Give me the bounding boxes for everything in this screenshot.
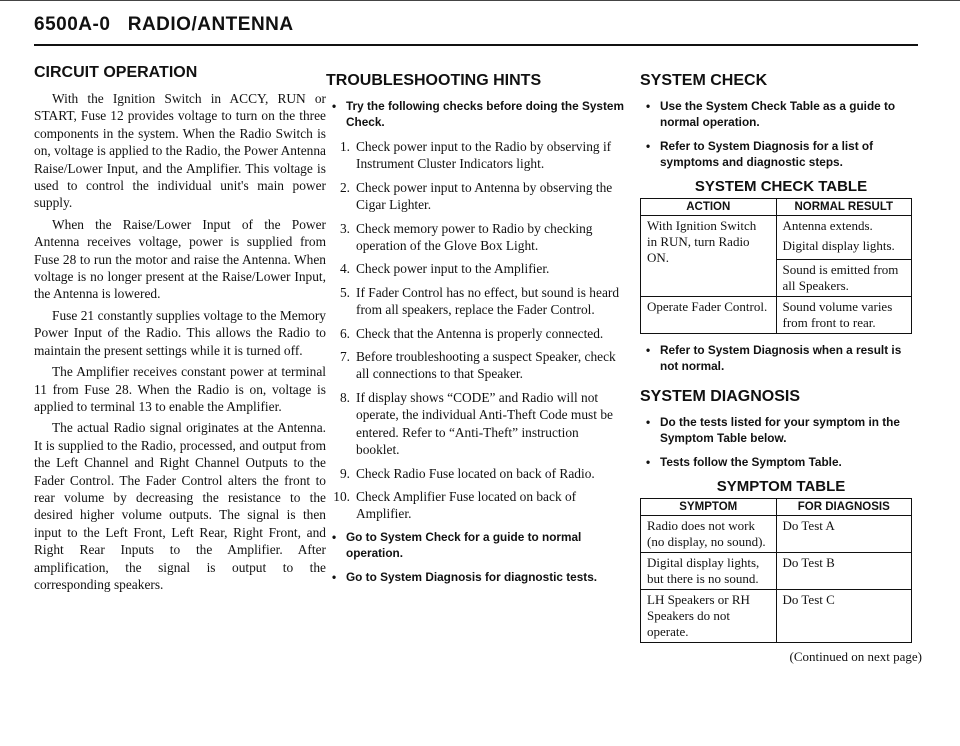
result-cell: Sound volume varies from front to rear. xyxy=(776,297,912,334)
page-title: 6500A-0 RADIO/ANTENNA xyxy=(34,14,294,35)
circuit-paragraph: With the Ignition Switch in ACCY, RUN or START, Fuse 12 provides voltage to turn on the three components in the system. When the Radio Switch is on, voltage is applied to the Radio, the Power Antenna Raise/Lower Input, and the Amplifier. This voltage is used to control the individual unit's main power supply. xyxy=(34,91,326,211)
step-text: Check memory power to Radio by checking operation of the Glove Box Light. xyxy=(356,220,593,254)
troubleshooting-heading: TROUBLESHOOTING HINTS xyxy=(326,72,542,89)
step-text: Check power input to Antenna by observing the Cigar Lighter. xyxy=(356,179,613,213)
troubleshooting-bullet: • Go to System Diagnosis for diagnostic tests. xyxy=(326,569,624,585)
table-row xyxy=(641,553,912,590)
step-text: Before troubleshooting a suspect Speaker, check all connections to that Speaker. xyxy=(356,349,616,382)
diagnosis-cell: Do Test B xyxy=(776,553,912,590)
symptom-cell: LH Speakers or RH Speakers do not operate. xyxy=(641,590,777,643)
result-line: Digital display lights. xyxy=(782,238,895,253)
circuit-paragraph: When the Raise/Lower Input of the Power Antenna receives voltage, power is supplied from Fuse 28 to run the motor and raise the Antenna. When voltage is no longer present at the Raise/Lower Input, the Antenna is lowered. xyxy=(34,216,326,302)
step-number: 3. xyxy=(339,220,350,236)
system-check-table-title: SYSTEM CHECK TABLE xyxy=(694,178,868,195)
step-number: 9. xyxy=(339,465,350,481)
troubleshooting-step xyxy=(326,138,624,173)
step-text: Check power input to the Radio by observing if Instrument Cluster Indicators light. xyxy=(356,139,612,172)
troubleshooting-step xyxy=(326,348,624,383)
symptom-table-title: SYMPTOM TABLE xyxy=(716,478,846,495)
table-header-row xyxy=(641,199,912,216)
step-text: Check Amplifier Fuse located on back of Amplifier. xyxy=(356,488,577,522)
step-number: 8. xyxy=(339,389,350,405)
continued-note: (Continued on next page) xyxy=(789,649,922,664)
top-edge-line xyxy=(0,0,960,1)
table-row xyxy=(641,590,912,643)
step-number: 1. xyxy=(339,139,350,154)
system-check-heading: SYSTEM CHECK xyxy=(640,72,768,89)
troubleshooting-column xyxy=(326,72,624,593)
step-text: If Fader Control has no effect, but sound is heard from all speakers, replace the Fader Control. xyxy=(356,284,620,318)
troubleshooting-step xyxy=(326,284,624,319)
table-row xyxy=(641,297,912,334)
system-check-bullet: • Refer to System Diagnosis for a list of symptoms and diagnostic steps. xyxy=(640,138,922,170)
step-text: Check that the Antenna is properly connected. xyxy=(356,325,604,341)
symptom-table xyxy=(640,498,912,643)
column-header: SYMPTOM xyxy=(641,499,777,516)
step-number: 7. xyxy=(339,349,350,365)
result-line: Sound is emitted from all Speakers. xyxy=(777,259,912,296)
step-number: 10. xyxy=(333,488,350,504)
circuit-paragraph: The Amplifier receives constant power at terminal 11 from Fuse 28. When the Radio is on, voltage is applied to terminal 13 to enable the Amplifier. xyxy=(34,364,326,414)
troubleshooting-step xyxy=(326,465,624,482)
column-header: NORMAL RESULT xyxy=(776,199,912,216)
symptom-cell: Radio does not work (no display, no sound). xyxy=(641,516,777,553)
action-cell: Operate Fader Control. xyxy=(641,297,777,334)
troubleshooting-step xyxy=(326,325,624,342)
column-header: ACTION xyxy=(641,199,777,216)
action-cell: With Ignition Switch in RUN, turn Radio ON. xyxy=(641,216,777,297)
step-text: Check Radio Fuse located on back of Radio. xyxy=(356,465,595,481)
result-cell xyxy=(776,216,912,297)
system-check-note: • Refer to System Diagnosis when a result is not normal. xyxy=(640,342,922,374)
system-diagnosis-heading: SYSTEM DIAGNOSIS xyxy=(640,388,801,405)
system-check-table xyxy=(640,198,912,334)
circuit-paragraph: Fuse 21 constantly supplies voltage to the Memory Power Input of the Radio. This allows the Radio to maintain the present settings while it is turned off. xyxy=(34,307,326,358)
step-text: If display shows “CODE” and Radio will not operate, the individual Anti-Theft Code must be entered. Refer to “Anti-Theft” instruction booklet. xyxy=(356,389,613,458)
symptom-cell: Digital display lights, but there is no sound. xyxy=(641,553,777,590)
troubleshooting-step xyxy=(326,220,624,255)
table-row xyxy=(641,216,912,297)
troubleshooting-intro: • Try the following checks before doing the System Check. xyxy=(326,98,624,130)
troubleshooting-step xyxy=(326,488,624,523)
column-header: FOR DIAGNOSIS xyxy=(776,499,912,516)
result-line: Antenna extends. xyxy=(782,218,873,233)
system-diagnosis-bullet: • Tests follow the Symptom Table. xyxy=(640,454,922,470)
circuit-operation-column xyxy=(34,64,326,597)
step-number: 5. xyxy=(339,284,350,300)
troubleshooting-bullet: • Go to System Check for a guide to normal operation. xyxy=(326,529,624,561)
diagnosis-cell: Do Test C xyxy=(776,590,912,643)
circuit-paragraph: The actual Radio signal originates at the Antenna. It is supplied to the Radio, processed, and output from the Left Channel and Right Channel Outputs to the Fader Control. The Fader Control alters the front to rear volume by decreasing the resistance to the desired higher volume outputs. The signal is then input to the Left Front, Left Rear, Right Front, and Right Rear Inputs to the Amplifier. After amplification, the signal is output to the corresponding speakers. xyxy=(34,420,326,592)
step-text: Check power input to the Amplifier. xyxy=(356,261,550,277)
diagnosis-cell: Do Test A xyxy=(776,516,912,553)
troubleshooting-step xyxy=(326,179,624,214)
step-number: 2. xyxy=(339,179,350,195)
step-number: 4. xyxy=(339,261,350,277)
step-number: 6. xyxy=(339,325,350,341)
system-diagnosis-bullet: • Do the tests listed for your symptom in the Symptom Table below. xyxy=(640,414,922,446)
system-check-column xyxy=(640,72,922,665)
header-rule xyxy=(34,44,918,46)
table-row xyxy=(641,516,912,553)
circuit-operation-heading: CIRCUIT OPERATION xyxy=(34,64,198,81)
table-header-row xyxy=(641,499,912,516)
troubleshooting-step xyxy=(326,389,624,459)
system-check-bullet: • Use the System Check Table as a guide to normal operation. xyxy=(640,98,922,130)
troubleshooting-step xyxy=(326,260,624,277)
